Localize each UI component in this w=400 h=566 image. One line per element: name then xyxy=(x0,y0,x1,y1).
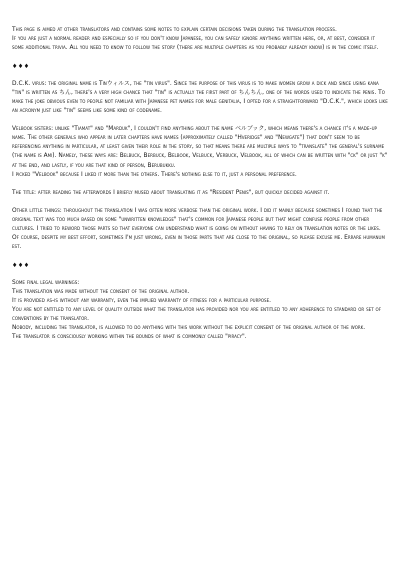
legal-line-consent: This translation was made without the consent of the original author. xyxy=(12,288,190,295)
legal-line-piracy: The translator is consciously working within the bounds of what is commonly called "piracy". xyxy=(12,334,247,341)
intro-paragraph-1: This page is aimed at other translators and contains some notes to explain certain decisions taken during the translation process. xyxy=(12,27,337,33)
note-dck-virus: D.C.K. virus: the original name is Tinウィルス, the "tin virus". Since the purpose of this virus is to make women grow a dick and since using kana "tin" is written as ちん, there's a very high chance that "tin" is actually the first part of ちんちん, one of the words used to indicate the penis. To make the joke obvious even to people not familiar with Japanese pet names for male genitalia, I opted for a straightforward "D.C.K.", which looks like an acronym just like "tin" seems like some kind of codename. xyxy=(12,81,388,115)
note-other-things: Other little things: throughout the translation I was often more verbose than the original work. I did it mainly because sometimes I found that the original text was too much based on some "unwritten knowledge" that's common for Japanese people but that might confuse people from other cultures. I tried to reword those parts so that everyone can understand what is going on without having to rely on translation notes or the likes. xyxy=(12,207,383,232)
intro-paragraph-2: If you are just a normal reader and especially so if you don't know Japanese, you can safely ignore anything written here, or, at best, consider it some additional trivia. All you need to know to follow the story (there are multiple chapters as you probably already know) is in the comic itself. xyxy=(12,36,379,52)
legal-line-quality: You are not entitled to any level of quality outside what the translator has provided nor you are entitled to any adherence to standard or set of conventions by the translator. xyxy=(12,307,382,323)
section-separator-2: ♦♦♦ xyxy=(12,261,30,269)
note-disclaimer: Of course, despite my best effort, sometimes I'm just wrong, even in those parts that are close to the original, so please excuse me. Errare humanum est. xyxy=(12,234,385,250)
note-velbook-preference: I picked "Velbook" because I liked it more than the others. There's nothing else to it, just a personal preference. xyxy=(12,171,297,178)
note-velbook-sisters: Velbook sisters: unlike "Tiamat" and "Marduk", I couldn't find anything about the name ベルブック, which means there's a chance it's a made-up name. The other generals who appear in later chapters have names (approximately called "Hveridge" and "Newgate") that don't seem to be referencing anything in particular, at least given their role in the story, so that means there are multiple ways to "translate" the general's surname (the name is Ami). Namely, these ways are: Belbuck, Berbuck, Belbook, Velbuck, Verbuck, Velbook, all of which can be written with "ck" or just "k" at the end, and lastly, if you are that kind of person, Berubukku. xyxy=(12,126,388,169)
legal-line-warranty: It is provided as-is without any warranty, even the implied warranty of fitness for a particular purpose. xyxy=(12,297,272,304)
legal-heading: Some final legal warnings: xyxy=(12,279,80,286)
legal-line-usage: Nobody, including the translator, is allowed to do anything with this work without the explicit consent of the original author of the work. xyxy=(12,325,366,332)
note-title: The title: after reading the afterwords I briefly mused about translating it as "Resident Penis", but quickly decided against it. xyxy=(12,189,330,196)
section-separator-1: ♦♦♦ xyxy=(12,63,30,71)
